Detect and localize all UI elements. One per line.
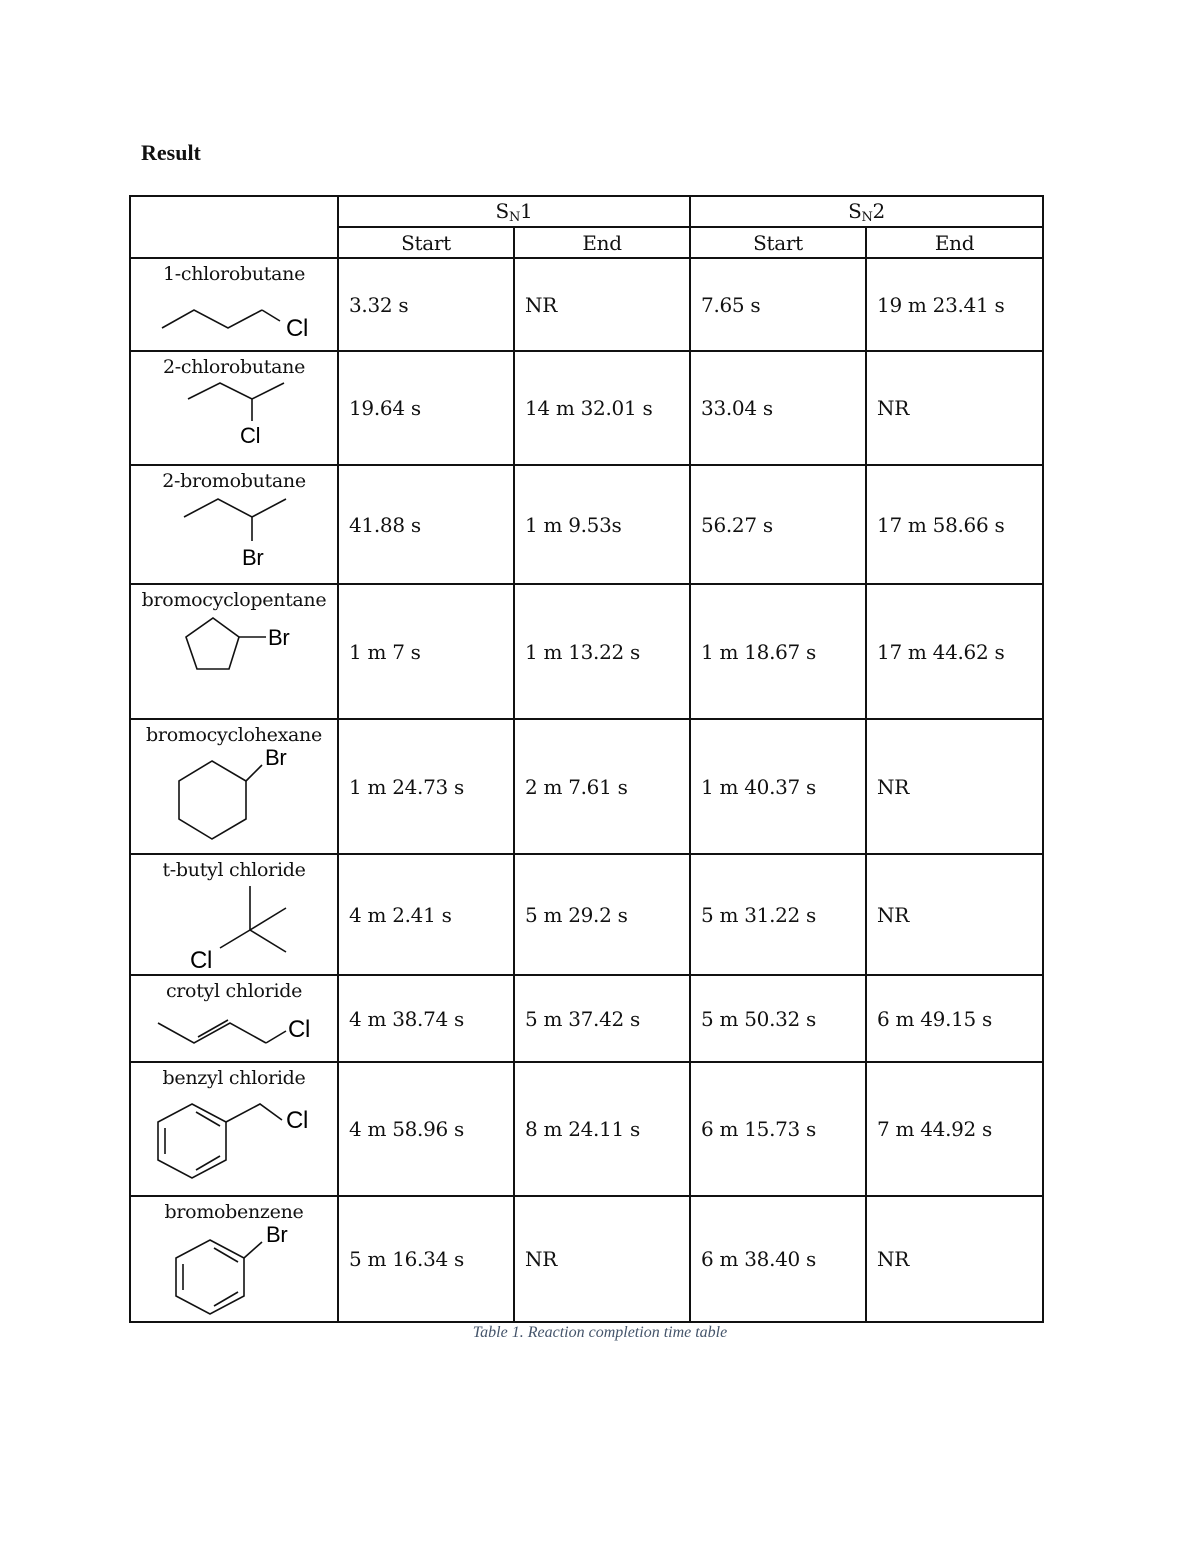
svg-text:Br: Br [268, 625, 290, 650]
sn1-end-value: 1 m 13.22 s [514, 584, 690, 719]
2-chlorobutane-structure [134, 379, 334, 459]
sn2-start-header: Start [690, 227, 866, 258]
compound-name: 2-bromobutane [162, 470, 306, 492]
sn2-start-value: 1 m 40.37 s [690, 719, 866, 854]
sn2-end-value: NR [866, 719, 1043, 854]
table-row [130, 854, 1043, 975]
table-row [130, 351, 1043, 465]
sn1-end-header: End [514, 227, 690, 258]
sn1-start-value: 4 m 58.96 s [338, 1062, 514, 1196]
sn2-end-value: NR [866, 1196, 1043, 1322]
sn2-end-value: 17 m 44.62 s [866, 584, 1043, 719]
compound-cell [130, 975, 338, 1062]
sn2-start-value: 7.65 s [690, 258, 866, 351]
compound-cell [130, 719, 338, 854]
bromocyclopentane-structure [134, 612, 334, 682]
sn1-start-value: 5 m 16.34 s [338, 1196, 514, 1322]
svg-text:Br: Br [266, 1224, 288, 1247]
compound-name: bromocyclohexane [146, 724, 322, 746]
table-row [130, 719, 1043, 854]
compound-name: crotyl chloride [165, 980, 303, 1002]
bromobenzene-structure [134, 1224, 334, 1320]
sn1-start-value: 1 m 7 s [338, 584, 514, 719]
sn2-start-value: 6 m 38.40 s [690, 1196, 866, 1322]
compound-name: bromobenzene [164, 1201, 304, 1223]
sn1-end-value: 2 m 7.61 s [514, 719, 690, 854]
sn1-start-value: 41.88 s [338, 465, 514, 584]
svg-text:Br: Br [242, 545, 264, 570]
compound-cell [130, 258, 338, 351]
1-chlorobutane-structure [134, 286, 334, 348]
svg-text:Br: Br [265, 747, 287, 770]
benzyl-chloride-structure [134, 1090, 334, 1190]
sn2-start-value: 1 m 18.67 s [690, 584, 866, 719]
sn1-end-value: 5 m 29.2 s [514, 854, 690, 975]
table-row [130, 465, 1043, 584]
sn1-start-value: 4 m 38.74 s [338, 975, 514, 1062]
compound-cell [130, 584, 338, 719]
compound-name: bromocyclopentane [141, 589, 327, 611]
bromocyclohexane-structure [134, 747, 334, 847]
compound-name: t-butyl chloride [162, 859, 306, 881]
svg-text:Cl: Cl [190, 947, 213, 970]
sn2-start-value: 56.27 s [690, 465, 866, 584]
compound-cell [130, 465, 338, 584]
compound-cell [130, 1196, 338, 1322]
sn1-start-value: 3.32 s [338, 258, 514, 351]
table-row [130, 975, 1043, 1062]
compound-cell [130, 351, 338, 465]
sn2-start-value: 33.04 s [690, 351, 866, 465]
sn2-end-value: 17 m 58.66 s [866, 465, 1043, 584]
2-bromobutane-structure [134, 493, 334, 577]
sn1-start-header: Start [338, 227, 514, 258]
section-heading: Result [141, 140, 201, 165]
sn1-end-value: NR [514, 258, 690, 351]
svg-text:Cl: Cl [286, 1107, 309, 1134]
sn1-end-value: 1 m 9.53s [514, 465, 690, 584]
sn2-start-value: 5 m 31.22 s [690, 854, 866, 975]
sn2-end-value: NR [866, 351, 1043, 465]
sn1-start-value: 19.64 s [338, 351, 514, 465]
sn1-start-value: 1 m 24.73 s [338, 719, 514, 854]
sn1-start-value: 4 m 2.41 s [338, 854, 514, 975]
sn1-end-value: 8 m 24.11 s [514, 1062, 690, 1196]
sn1-end-value: 14 m 32.01 s [514, 351, 690, 465]
sn2-end-header: End [866, 227, 1043, 258]
sn1-header: $S_N1$ [338, 196, 690, 227]
sn2-end-value: 6 m 49.15 s [866, 975, 1043, 1062]
table-row [130, 258, 1043, 351]
reaction-time-table [129, 195, 1044, 1323]
svg-text:Cl: Cl [286, 315, 309, 342]
svg-text:Cl: Cl [240, 423, 261, 448]
compound-cell [130, 1062, 338, 1196]
sn2-start-value: 5 m 50.32 s [690, 975, 866, 1062]
table-row [130, 1062, 1043, 1196]
sn1-end-value: NR [514, 1196, 690, 1322]
compound-name: benzyl chloride [162, 1067, 306, 1089]
svg-text:Cl: Cl [288, 1016, 311, 1043]
table-row [130, 1196, 1043, 1322]
table-row [130, 584, 1043, 719]
sn2-end-value: 19 m 23.41 s [866, 258, 1043, 351]
table-caption: Table 1. Reaction completion time table [472, 1324, 728, 1341]
crotyl-chloride-structure [134, 1003, 334, 1055]
sn2-header: $S_N2$ [690, 196, 1043, 227]
corner-cell [130, 196, 338, 258]
sn2-end-value: NR [866, 854, 1043, 975]
compound-name: 2-chlorobutane [162, 356, 306, 378]
compound-cell [130, 854, 338, 975]
sn2-start-value: 6 m 15.73 s [690, 1062, 866, 1196]
sn1-end-value: 5 m 37.42 s [514, 975, 690, 1062]
sn2-end-value: 7 m 44.92 s [866, 1062, 1043, 1196]
t-butyl-chloride-structure [134, 882, 334, 970]
compound-name: 1-chlorobutane [162, 263, 306, 285]
